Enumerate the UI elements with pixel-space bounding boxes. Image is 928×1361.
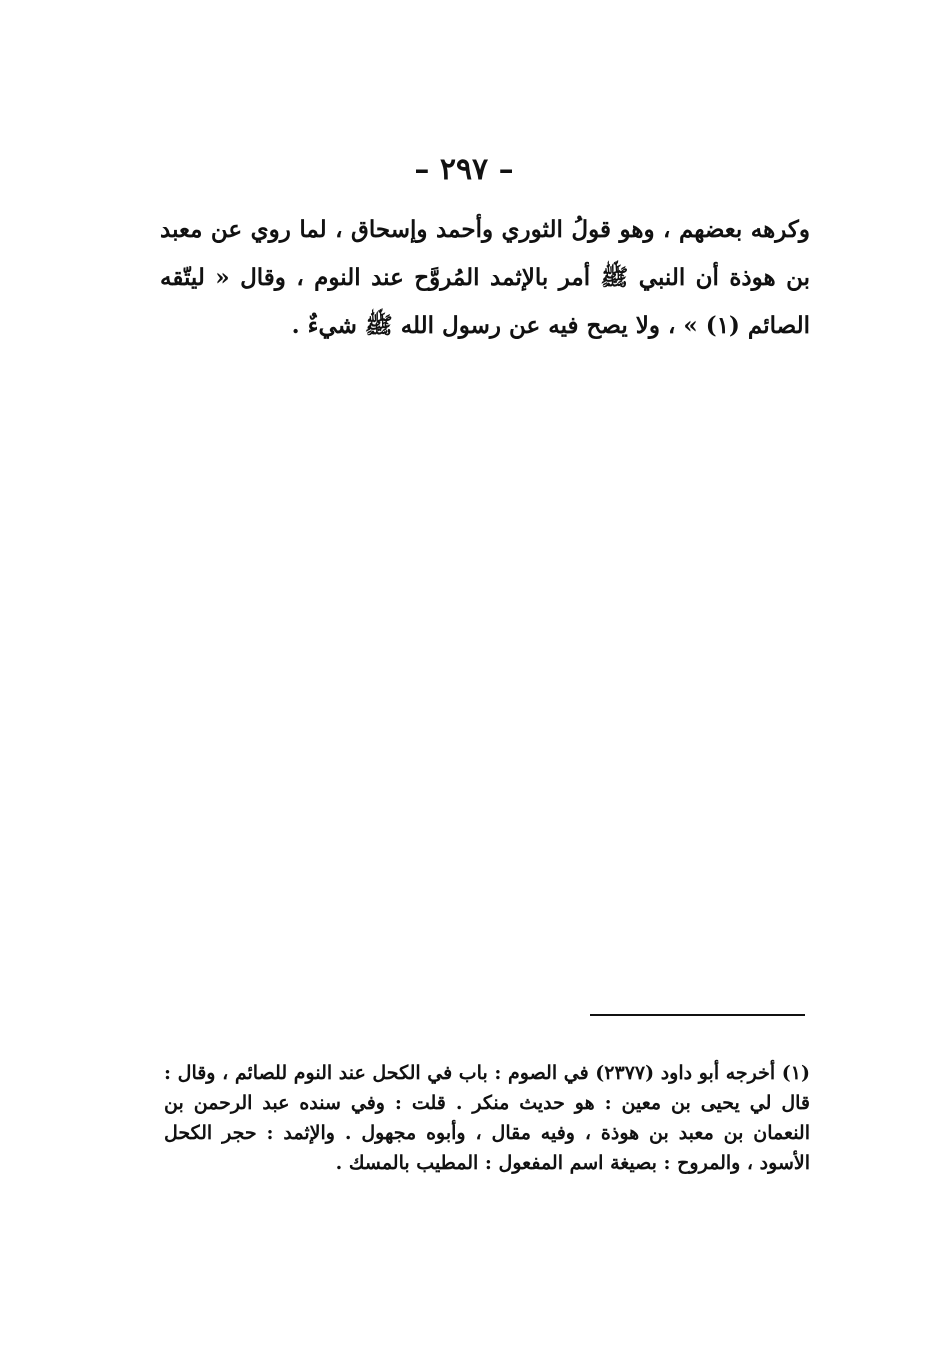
footnote-paragraph: (١) أخرجه أبو داود (٢٣٧٧) في الصوم : باب في الكحل عند النوم للصائم ، وقال : قال لي يحيى بن معين : هو حديث منكر . قلت : وفي سنده عبد الرحمن بن النعمان بن معبد بن هوذة ، وفيه مقال ، وأبوه مجهول . والإثمد : حجر الكحل الأسود ، والمروح : بصيغة اسم المفعول : المطيب بالمسك . <box>164 1062 810 1174</box>
main-text-block <box>160 206 810 350</box>
page-number: – ٢٩٧ – <box>414 152 514 187</box>
main-paragraph: وكرهه بعضهم ، وهو قولُ الثوري وأحمد وإسحاق ، لما روي عن معبد بن هوذة أن النبي ﷺ أمر بالإثمد المُروَّح عند النوم ، وقال « ليتّقه الصائم (١) » ، ولا يصح فيه عن رسول الله ﷺ شيءٌ . <box>160 216 810 339</box>
footnote-separator <box>590 1014 805 1016</box>
footnote-block <box>164 1058 810 1178</box>
